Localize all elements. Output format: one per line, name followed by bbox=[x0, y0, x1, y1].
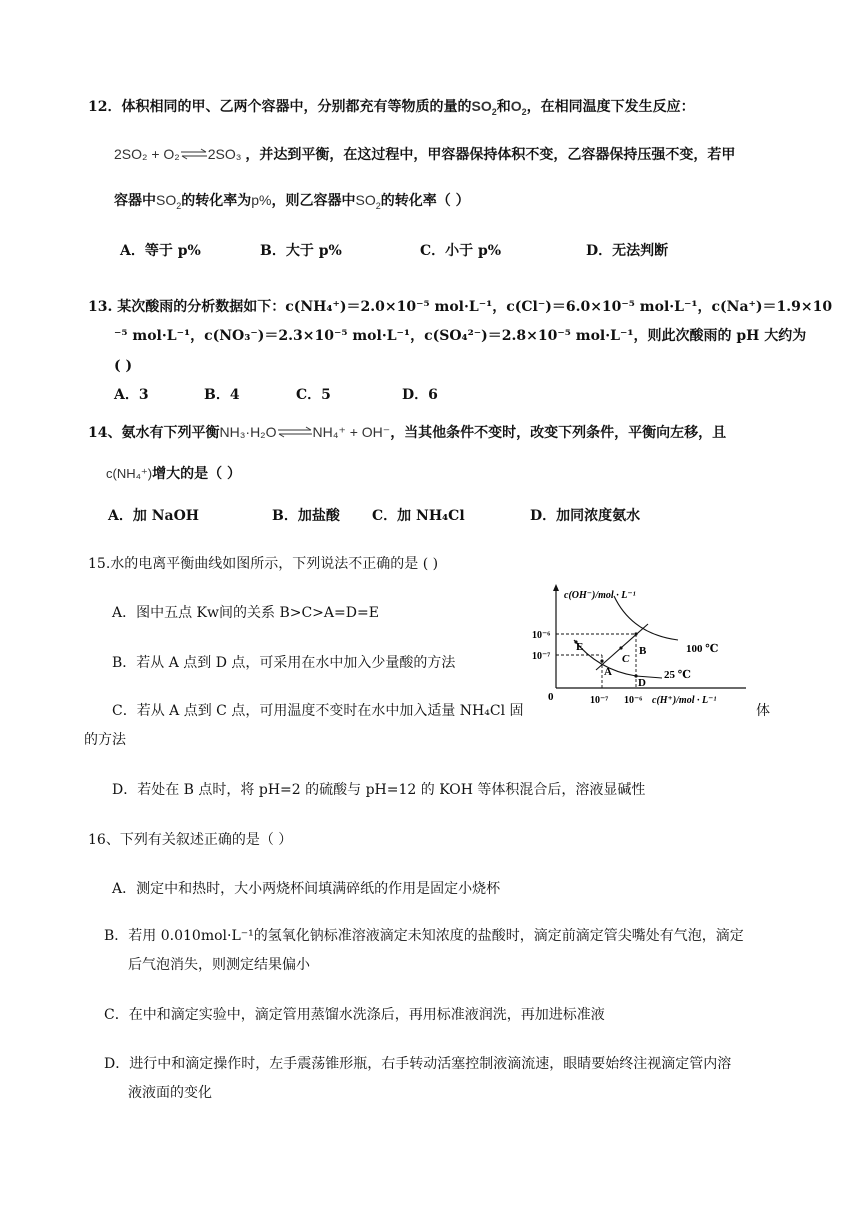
x-axis-label: c(H⁺)/mol · L⁻¹ bbox=[652, 695, 717, 706]
q12-stem-a: 12．体积相同的甲、乙两个容器中，分别都充有等物质的量的 bbox=[88, 99, 472, 115]
q13-line3: ( ) bbox=[114, 358, 133, 374]
x-tick-1e-6: 10⁻⁶ bbox=[624, 695, 643, 706]
q15-line1: 15.水的电离平衡曲线如图所示，下列说法不正确的是 ( ) bbox=[88, 556, 439, 572]
curve-25c bbox=[574, 640, 662, 678]
q14-line2 bbox=[106, 464, 241, 484]
q14-option-c: C．加 NH₄Cl bbox=[372, 508, 465, 524]
label-100c: 100 ℃ bbox=[686, 643, 719, 655]
q16-option-d: D．进行中和滴定操作时，左手震荡锥形瓶，右手转动活塞控制液滴流速，眼睛要始终注视滴定管内溶 bbox=[104, 1056, 732, 1072]
q16-option-b-cont: 后气泡消失，则测定结果偏小 bbox=[128, 957, 310, 973]
so2-formula: $SO_2$ bbox=[156, 192, 182, 211]
q12-option-c: C．小于 p% bbox=[420, 243, 502, 259]
q14-stem-c: 增大的是（ ） bbox=[152, 466, 241, 482]
equilibrium-arrow-icon bbox=[277, 423, 313, 443]
q13-option-a: A．3 bbox=[114, 387, 149, 403]
q12-stem-g: 的转化率（ ） bbox=[380, 193, 470, 209]
q15-option-c-cont: 的方法 bbox=[84, 732, 126, 748]
point-e-label: E bbox=[576, 641, 584, 653]
label-25c: 25 ℃ bbox=[664, 669, 691, 681]
q12-equation: 2SO₂ + O₂ 2SO₃ bbox=[114, 146, 245, 162]
x-tick-1e-7: 10⁻⁷ bbox=[590, 695, 609, 706]
q14-option-d: D．加同浓度氨水 bbox=[530, 508, 641, 524]
q12-line2 bbox=[114, 144, 735, 165]
equilibrium-arrow-icon bbox=[180, 145, 208, 165]
point-d-label: D bbox=[638, 677, 646, 689]
q12-option-b: B．大于 p% bbox=[260, 243, 342, 259]
point-a-label: A bbox=[604, 666, 612, 678]
y-axis-arrow-icon bbox=[553, 584, 559, 591]
point-b-label: B bbox=[639, 645, 647, 657]
y-tick-1e-6: 10⁻⁶ bbox=[532, 630, 551, 641]
origin-label: 0 bbox=[548, 691, 554, 703]
q14-option-a: A．加 NaOH bbox=[108, 508, 200, 524]
q12-and: 和 bbox=[496, 99, 511, 115]
q13-line2: ⁻⁵ mol·L⁻¹，c(NO₃⁻)＝2.3×10⁻⁵ mol·L⁻¹，c(SO₄²⁻)＝2.8×10⁻⁵ mol·L⁻¹，则此次酸雨的 pH 大约为 bbox=[114, 328, 807, 344]
q16-option-a: A．测定中和热时，大小两烧杯间填满碎纸的作用是固定小烧杯 bbox=[112, 881, 501, 897]
q12-line1 bbox=[88, 96, 695, 122]
p-percent: p% bbox=[251, 192, 272, 208]
q12-stem-f: ，则乙容器中 bbox=[271, 193, 356, 209]
q13-option-d: D．6 bbox=[402, 387, 438, 403]
q12-option-d: D．无法判断 bbox=[586, 243, 669, 259]
q14-line1 bbox=[88, 422, 726, 443]
q14-nh4-expr: c(NH₄⁺) bbox=[106, 466, 153, 481]
o2-formula: $O_2$ bbox=[510, 98, 527, 117]
q16-option-c: C．在中和滴定实验中，滴定管用蒸馏水洗涤后，再用标准液润洗，再加进标准液 bbox=[104, 1007, 605, 1023]
so2-formula: $SO_2$ bbox=[471, 98, 497, 117]
q14-equation: NH₃·H₂O NH₄⁺ + OH⁻ bbox=[219, 424, 390, 440]
curve-100c bbox=[614, 596, 678, 640]
q14-stem-b: ，当其他条件不变时，改变下列条件，平衡向左移，且 bbox=[390, 425, 727, 441]
q15-option-c-tail: 体 bbox=[756, 703, 770, 719]
y-axis-label: c(OH⁻)/mol · L⁻¹ bbox=[564, 590, 636, 601]
q13-option-b: B．4 bbox=[204, 387, 240, 403]
q15-option-b: B．若从 A 点到 D 点，可采用在水中加入少量酸的方法 bbox=[112, 655, 456, 671]
q16-option-d-cont: 液液面的变化 bbox=[128, 1085, 212, 1101]
q12-line3 bbox=[114, 190, 470, 216]
y-tick-1e-7: 10⁻⁷ bbox=[532, 651, 551, 662]
q15-option-c: C．若从 A 点到 C 点，可用温度不变时在水中加入适量 NH₄Cl 固 bbox=[112, 703, 524, 719]
point-c-label: C bbox=[622, 653, 630, 665]
q16-option-b: B．若用 0.010mol·L⁻¹的氢氧化钠标准溶液滴定未知浓度的盐酸时，滴定前滴定管尖嘴处有气泡，滴定 bbox=[104, 928, 744, 944]
q12-stem-c: ，并达到平衡，在这过程中，甲容器保持体积不变，乙容器保持压强不变，若甲 bbox=[245, 147, 736, 163]
q13-line1: 13. 某次酸雨的分析数据如下：c(NH₄⁺)＝2.0×10⁻⁵ mol·L⁻¹，c(Cl⁻)＝6.0×10⁻⁵ mol·L⁻¹，c(Na⁺)＝1.9×10 bbox=[88, 299, 833, 315]
q12-stem-d: 容器中 bbox=[114, 193, 156, 209]
q14-option-b: B．加盐酸 bbox=[272, 508, 340, 524]
so2-formula: $SO_2$ bbox=[355, 192, 381, 211]
q13-option-c: C．5 bbox=[296, 387, 331, 403]
q12-stem-e: 的转化率为 bbox=[181, 193, 252, 209]
q15-option-d: D．若处在 B 点时，将 pH=2 的硫酸与 pH=12 的 KOH 等体积混合后，溶液显碱性 bbox=[112, 782, 646, 798]
q12-option-a: A．等于 p% bbox=[120, 243, 201, 259]
q14-stem-a: 14、氨水有下列平衡 bbox=[88, 425, 220, 441]
q16-line1: 16、下列有关叙述正确的是（ ） bbox=[88, 832, 293, 848]
q12-stem-b: ，在相同温度下发生反应： bbox=[526, 99, 695, 115]
q15-option-a: A．图中五点 Kw间的关系 B>C>A=D=E bbox=[112, 605, 379, 621]
water-ionization-figure bbox=[528, 582, 758, 712]
